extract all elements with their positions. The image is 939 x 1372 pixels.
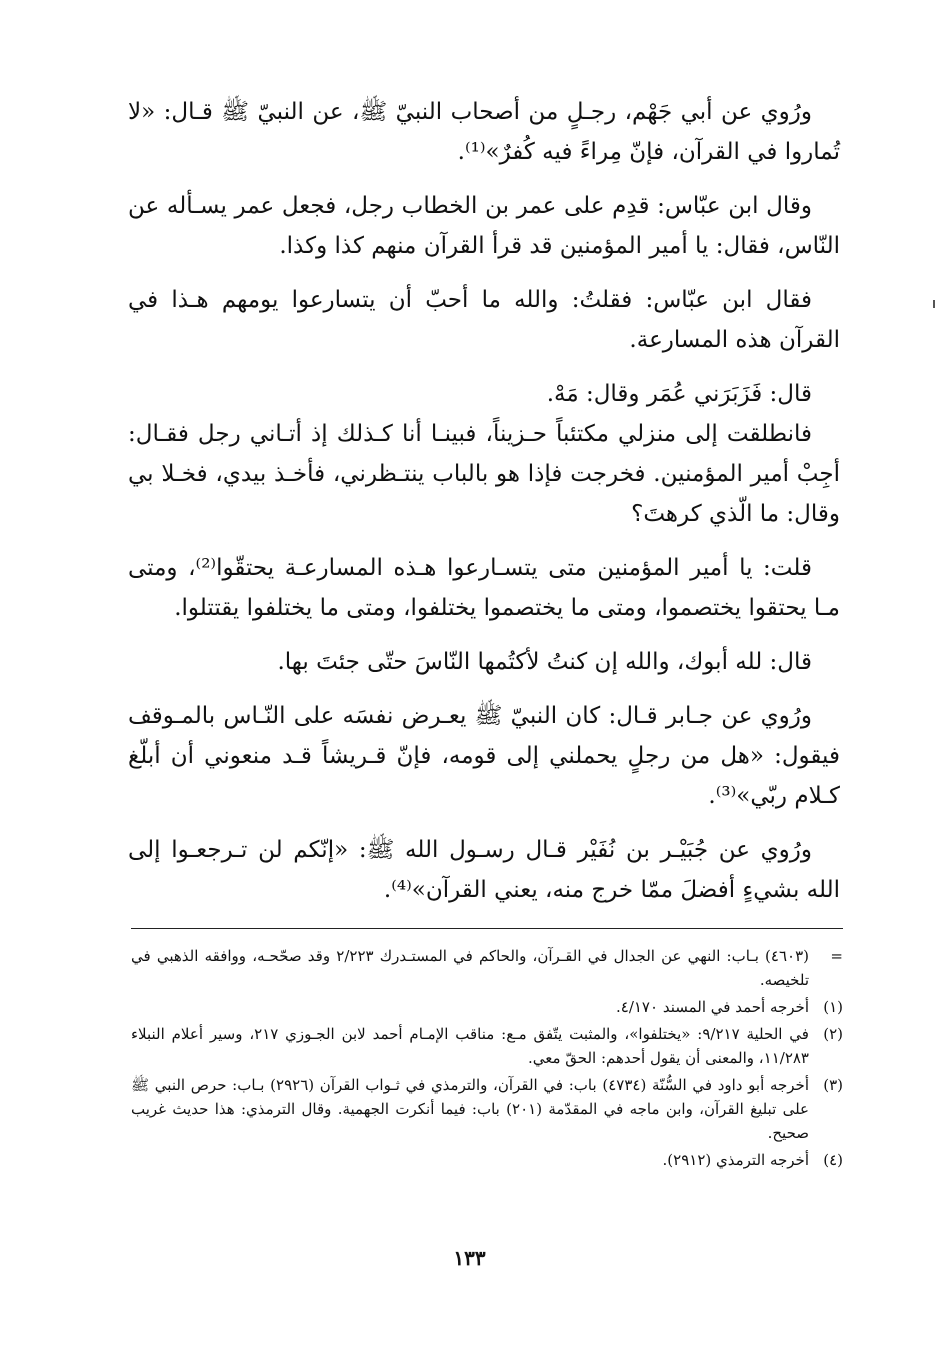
scan-edge-mark	[933, 300, 935, 308]
footnote-text: أخرجه أحمد في المسند ٤/١٧٠.	[615, 998, 809, 1016]
footnote-marker: (٢)	[823, 1025, 843, 1043]
footnotes	[131, 944, 843, 1175]
footnote-1	[131, 995, 843, 1019]
paragraph-ibn-abbas-2: فقال ابن عبّاس: فقلتُ: والله ما أحبّ أن يتسارعوا يومهم هـذا في القرآن هذه المسارعة.	[128, 287, 840, 353]
footnote-marker: (٤)	[823, 1151, 843, 1169]
paragraph-lillah-abuk: قال: لله أبوك، والله إن كنتُ لأكتُمها النّاسَ حتّى جئتَ بها.	[277, 649, 812, 675]
paragraph-jabir: ورُوي عن جـابر قـال: كان النبيّ ﷺ يعـرض نفسَه على النّـاس بالمـوقف فيقول: «هل من رجلٍ يحملني إلى قومه، فإنّ قـريشاً قـد منعوني أن أبلّغ كـلام ربّي»⁽³⁾.	[128, 703, 840, 809]
footnote-3	[131, 1073, 843, 1145]
footnote-2	[131, 1022, 843, 1070]
footnote-marker: (٣)	[823, 1076, 843, 1094]
paragraph-zabarani: قال: فَزَبَرَني عُمَر وقال: مَهْ.	[546, 381, 812, 407]
page-number: ١٣٣	[453, 1246, 486, 1270]
footnote-marker: (١)	[823, 998, 843, 1016]
footnote-divider	[131, 928, 843, 929]
paragraph-qultu: قلت: يا أمير المؤمنين متى يتسـارعوا هـذه المسارعـة يحتقّوا⁽²⁾، ومتى مـا يحتقوا يختصموا، ومتى ما يختصموا يختلفوا، ومتى ما يختلفوا يقتتلوا.	[128, 555, 840, 621]
footnote-continued	[131, 944, 843, 992]
footnote-text: أخرجه الترمذي (٢٩١٢).	[662, 1151, 809, 1169]
footnote-text: أخرجه أبو داود في السُّنّة (٤٧٣٤) باب: في القرآن، والترمذي في ثـواب القرآن (٢٩٢٦) بـاب: حرص النبي ﷺ على تبليغ القرآن، وابن ماجه في المقدّمة (٢٠١) باب: فيما أنكرت الجهمية. وقال الترمذي: هذا حديث غريب صحيح.	[131, 1076, 809, 1142]
footnote-text: (٤٦٠٣) بـاب: النهي عن الجدال في القـرآن، والحاكم في المستـدرك ٢/٢٢٣ وقد صحّحـه، ووافقه الذهبي في تلخيصه.	[131, 947, 809, 989]
footnote-4	[131, 1148, 843, 1172]
paragraph-ibn-abbas-1: وقال ابن عبّاس: قدِم على عمر بن الخطاب رجل، فجعل عمر يسـأله عن النّاس، فقال: يا أمير المؤمنين قد قرأ القرآن منهم كذا وكذا.	[128, 193, 840, 259]
main-text	[128, 92, 840, 924]
footnote-marker: =	[830, 947, 843, 965]
footnote-text: في الحلية ٩/٢١٧: «يختلفوا»، والمثبت يتّفق مـع: مناقب الإمـام أحمد لابن الجـوزي ٢١٧، وسير أعلام النبلاء ١١/٢٨٣، والمعنى أن يقول أحدهم: الحقّ معي.	[131, 1025, 809, 1067]
paragraph-abu-jahm: ورُوي عن أبي جَهْم، رجـلٍ من أصحاب النبيّ ﷺ، عن النبيّ ﷺ قـال: «لا تُماروا في القرآن، فإنّ مِراءً فيه كُفرٌ»⁽¹⁾.	[128, 99, 840, 165]
paragraph-intalaqtu: فانطلقت إلى منزلي مكتئباً حـزيناً، فبينـا أنا كـذلك إذ أتـاني رجل فقـال: أجِبْ أمير المؤمنين. فخرجت فإذا هو بالباب ينتـظرني، فأخـذ بيدي، فخـلا بي وقال: ما الّذي كرهتَ؟	[128, 421, 840, 527]
paragraph-jubayr: ورُوي عن جُبَيْـر بن نُفَيْر قـال رسـول الله ﷺ: «إنّكم لن تـرجعـوا إلى الله بشيءٍ أفضلَ ممّا خرج منه، يعني القرآن»⁽⁴⁾.	[128, 837, 840, 903]
